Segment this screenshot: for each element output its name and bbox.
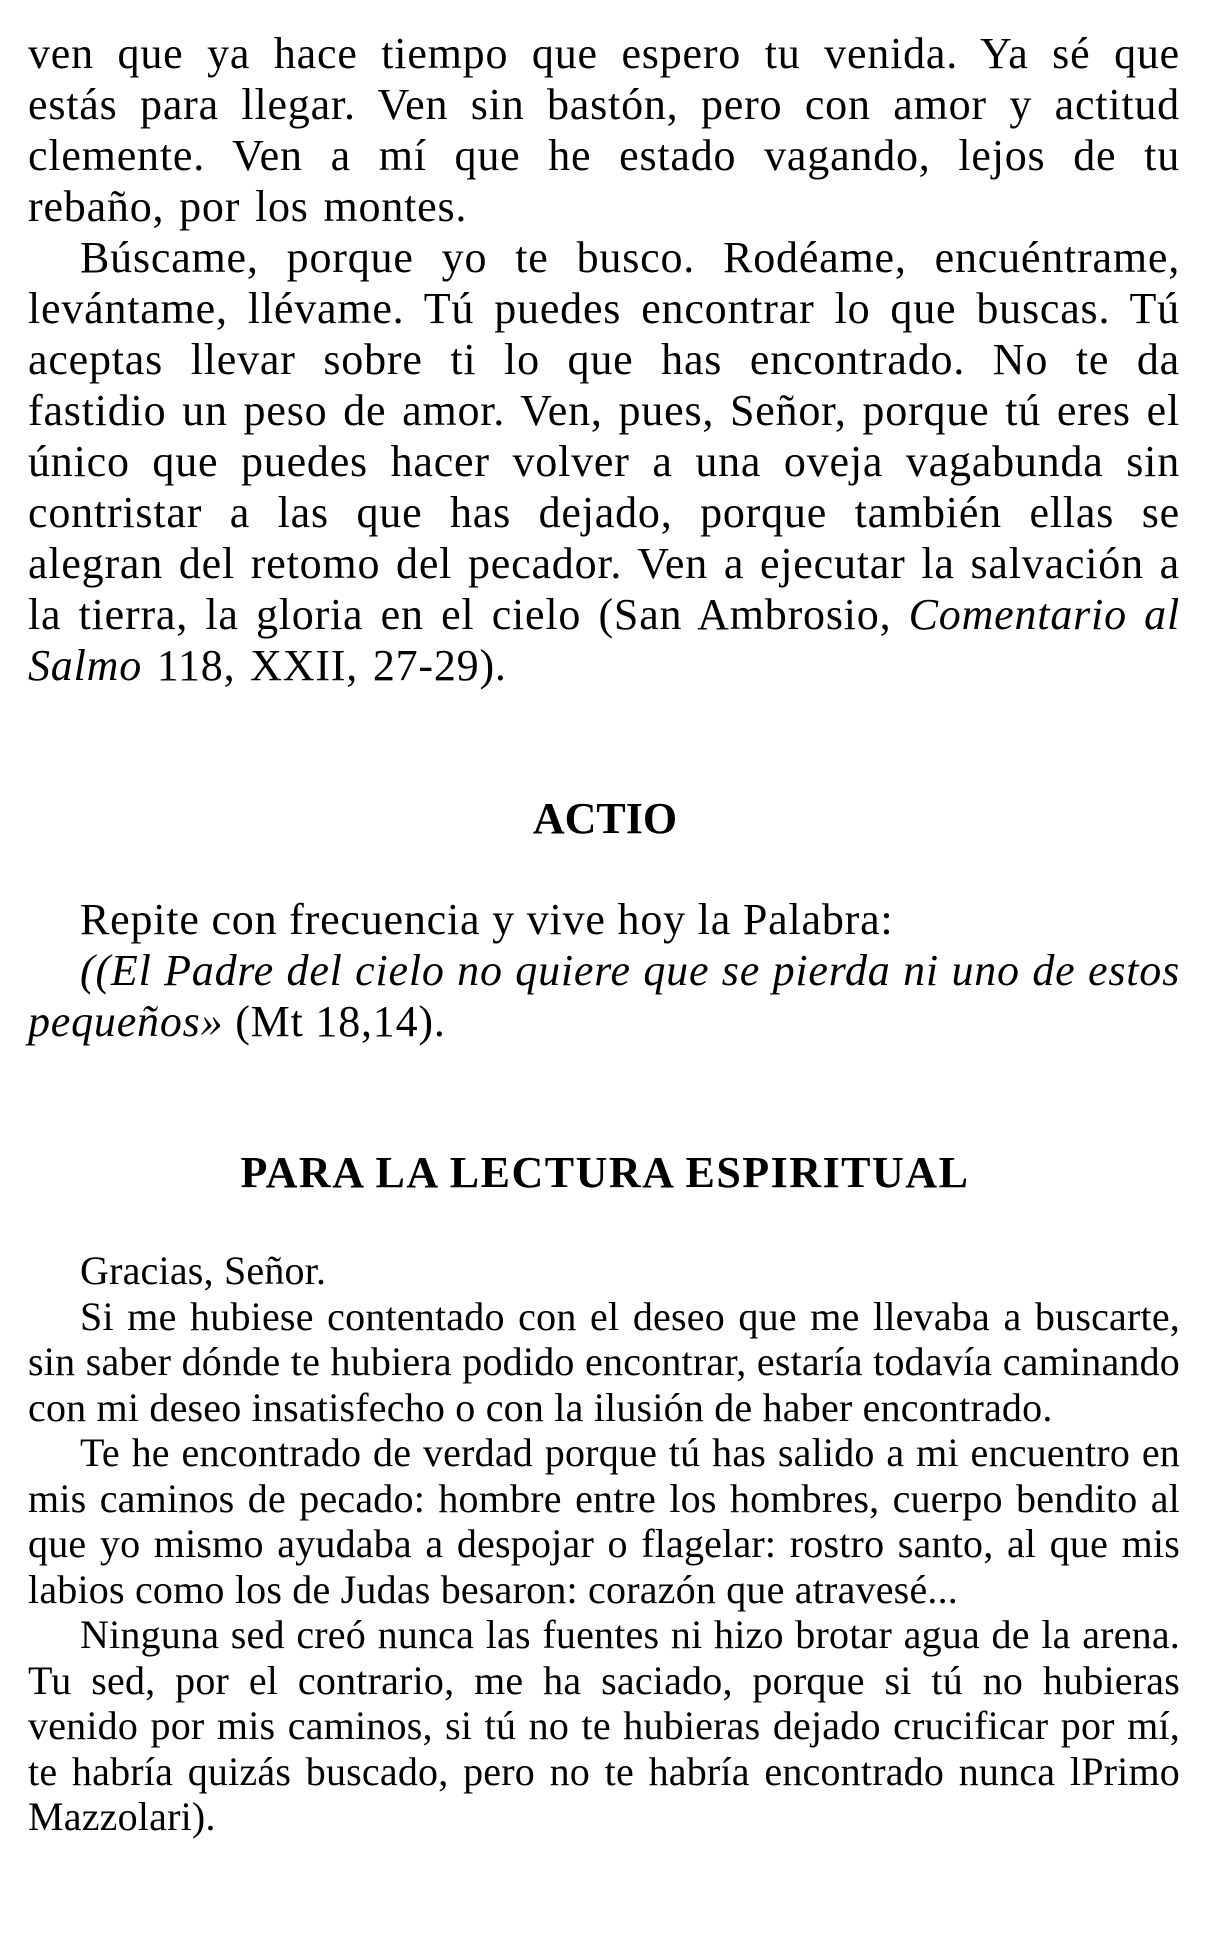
ambrose-text: Búscame, porque yo te busco. Rodéame, encuéntrame, levántame, llévame. Tú puedes encontrar lo que buscas. Tú aceptas llevar sobre ti lo que has encontrado. No te da fastidio un peso de amor. Ven, pues, Señor, porque tú eres el único que puedes hacer volver a una oveja vagabunda sin contristar a las que has dejado, porque también ellas se alegran del retomo del pecador. Ven a ejecutar la salvación a la tierra, la gloria en el cielo (San Ambrosio, — [28, 233, 1180, 639]
actio-reference: (Mt 18,14). — [223, 997, 446, 1046]
citation-reference: 118, XXII, 27-29). — [142, 641, 507, 690]
lectura-paragraph-2: Si me hubiese contentado con el deseo que me llevaba a buscarte, sin saber dónde te hubiera podido encontrar, estaría todavía caminando con mi deseo insatisfecho o con la ilusión de haber encontrado. — [28, 1293, 1180, 1430]
actio-quote-paragraph — [28, 945, 1180, 1047]
citation-title: Comentario al Salmo — [28, 590, 1180, 690]
lectura-paragraph-4: Ninguna sed creó nunca las fuentes ni hizo brotar agua de la arena. Tu sed, por el contrario, me ha saciado, porque si tú no hubieras venido por mis caminos, si tú no te hubieras dejado crucificar por mí, te habría quizás buscado, pero no te habría encontrado nunca lPrimo Mazzolari). — [28, 1612, 1180, 1839]
lectura-paragraph-3: Te he encontrado de verdad porque tú has salido a mi encuentro en mis caminos de pecado: hombre entre los hombres, cuerpo bendito al que yo mismo ayudaba a despojar o flagelar: rostro santo, al que mis labios como los de Judas besaron: corazón que atravesé... — [28, 1430, 1180, 1612]
top-text-block — [28, 28, 1180, 691]
paragraph-ambrose-1: ven que ya hace tiempo que espero tu venida. Ya sé que estás para llegar. Ven sin bastón, pero con amor y actitud clemente. Ven a mí que he estado vagando, lejos de tu rebaño, por los montes. — [28, 29, 1180, 231]
actio-quote: ((El Padre del cielo no quiere que se pierda ni uno de estos pequeños» — [28, 946, 1180, 1046]
lectura-paragraph-1: Gracias, Señor. — [80, 1248, 327, 1293]
lectura-block — [28, 1248, 1180, 1840]
actio-heading: ACTIO — [532, 794, 678, 843]
actio-block — [28, 894, 1180, 1047]
paragraph-ambrose-2 — [28, 232, 1180, 691]
actio-instruction: Repite con frecuencia y vive hoy la Palabra: — [80, 895, 894, 944]
lectura-heading: PARA LA LECTURA ESPIRITUAL — [240, 1148, 970, 1197]
